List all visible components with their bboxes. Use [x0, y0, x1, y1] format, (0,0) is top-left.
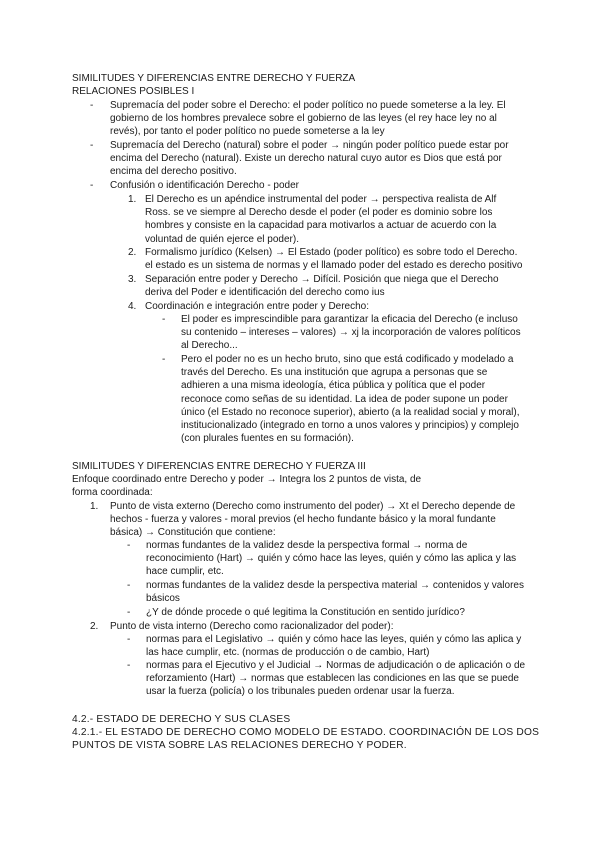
section-title: SIMILITUDES Y DIFERENCIAS ENTRE DERECHO Y FUERZA	[72, 73, 356, 84]
sub-item-validez-material: normas fundantes de la validez desde la perspectiva material → contenidos y valores básicos	[146, 580, 524, 605]
bullet-marker: -	[162, 314, 166, 325]
numbered-item-3: Separación entre poder y Derecho → Difícil. Posición que niega que el Derecho deriva del Poder e identificación del derecho como ius	[145, 274, 499, 299]
sub-item-validez-formal: normas fundantes de la validez desde la perspectiva formal → norma de reconocimiento (Hart) → quién y cómo hace las leyes, quién y cómo las aplica y las hace cumplir, etc.	[146, 540, 517, 578]
bullet-marker: -	[127, 540, 131, 551]
list-number: 4.	[128, 301, 137, 312]
bullet-marker: -	[90, 100, 94, 111]
sub-item-ejecutivo-judicial: normas para el Ejecutivo y el Judicial → Normas de adjudicación o de aplicación o de reforzamiento (Hart) → normas que establecen las condiciones en las que se puede usar la fuerza (policía) o los tribunales pueden ordenar usar la fuerza.	[146, 660, 526, 698]
list-number: 2.	[90, 621, 99, 632]
bullet-marker: -	[127, 607, 131, 618]
bullet-marker: -	[127, 580, 131, 591]
subsection-heading: 4.2.1.- EL ESTADO DE DERECHO COMO MODELO DE ESTADO. COORDINACIÓN DE LOS DOS	[72, 727, 540, 738]
numbered-item-4: Coordinación e integración entre poder y Derecho:	[145, 301, 370, 312]
sub-item-poder-codificado: Pero el poder no es un hecho bruto, sino que está codificado y modelado a través del Derecho. Es una institución que agrupa a personas que se adhieren a una misma ideología, ética pública y política que el poder reconoce como señas de su identidad. La idea de poder supone un poder único (el Estado no reconoce superior), abierto (a la realidad social y moral), institucionalizado (integrado en torno a unos valores y principios) y complejo (con plurales fuentes en su formación).	[181, 354, 520, 445]
section-intro: Enfoque coordinado entre Derecho y poder → Integra los 2 puntos de vista, de	[72, 474, 422, 485]
bullet-marker: -	[127, 634, 131, 645]
list-number: 1.	[128, 194, 137, 205]
subsection-heading-cont: PUNTOS DE VISTA SOBRE LAS RELACIONES DERECHO Y PODER.	[72, 740, 407, 751]
numbered-item-punto-externo: Punto de vista externo (Derecho como instrumento del poder) → Xt el Derecho depende de hechos - fuerza y valores - moral previos (el hecho fundante básico y la moral fundante básica) → Constitución que contiene:	[110, 501, 516, 539]
section-title: SIMILITUDES Y DIFERENCIAS ENTRE DERECHO Y FUERZA III	[72, 461, 366, 472]
bullet-marker: -	[162, 354, 166, 365]
list-item-supremacia-poder: Supremacía del poder sobre el Derecho: el poder político no puede someterse a la ley. El gobierno de los hombres prevalece sobre el gobierno de las leyes (el rey hace ley no al revés), por tanto el poder político no puede someterse a la ley	[110, 100, 506, 138]
list-number: 1.	[90, 501, 99, 512]
sub-item-poder-imprescindible: El poder es imprescindible para garantizar la eficacia del Derecho (e incluso su contenido – intereses – valores) → xj la incorporación de valores políticos al Derecho...	[181, 314, 521, 352]
numbered-item-punto-interno: Punto de vista interno (Derecho como racionalizador del poder):	[110, 621, 394, 632]
bullet-marker: -	[127, 660, 131, 671]
list-item-supremacia-derecho: Supremacía del Derecho (natural) sobre el poder → ningún poder político puede estar por encima del Derecho (natural). Existe un derecho natural cuyo autor es Dios que está por encima del derecho positivo.	[110, 140, 509, 178]
sub-item-legislativo: normas para el Legislativo → quién y cómo hace las leyes, quién y cómo las aplica y las hace cumplir, etc. (normas de producción o de cambio, Hart)	[146, 634, 522, 659]
section-subtitle: RELACIONES POSIBLES I	[72, 86, 195, 97]
sub-item-legitimidad: ¿Y de dónde procede o qué legitima la Constitución en sentido jurídico?	[146, 607, 465, 618]
bullet-marker: -	[90, 180, 94, 191]
numbered-item-2: Formalismo jurídico (Kelsen) → El Estado (poder político) es sobre todo el Derecho. el estado es un sistema de normas y el llamado poder del estado es derecho positivo	[145, 247, 523, 272]
list-item-confusion: Confusión o identificación Derecho - poder	[110, 180, 299, 191]
section-intro: forma coordinada:	[72, 487, 153, 498]
list-number: 3.	[128, 274, 137, 285]
section-heading: 4.2.- ESTADO DE DERECHO Y SUS CLASES	[72, 714, 291, 725]
list-number: 2.	[128, 247, 137, 258]
numbered-item-1: El Derecho es un apéndice instrumental del poder → perspectiva realista de Alf Ross. se ve siempre al Derecho desde el poder (el poder es dominio sobre los hombres y consiste en la capacidad para motivarlos a actuar de acuerdo con la voluntad de quién ejerce el poder).	[145, 194, 497, 245]
bullet-marker: -	[90, 140, 94, 151]
